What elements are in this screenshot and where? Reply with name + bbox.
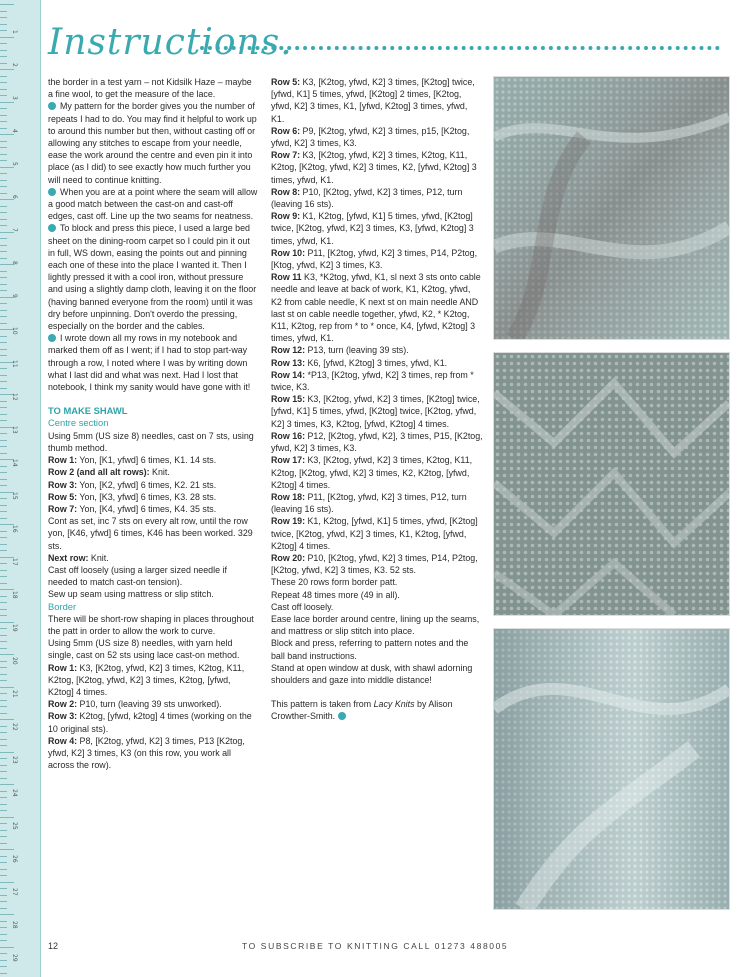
ruler-tick	[0, 505, 7, 506]
pattern-row: Row 9: K1, K2tog, [yfwd, K1] 5 times, yfwd, [K2tog] twice, [K2tog, yfwd, K2] 3 times, K3, [yfwd, K2tog] 3 times, yfwd, K1.	[271, 211, 474, 246]
ruler-number: 1	[11, 30, 18, 34]
ruler-tick	[0, 219, 7, 220]
tip-4: I wrote down all my rows in my notebook and marked them off as I went; if I had to stop part-way through a row, I noted where I was by writing down what I last did and what was next. Had I lost that notebook, I think my sanity would have gone with it!	[48, 333, 251, 393]
ruler-tick	[0, 700, 7, 701]
ruler-tick	[0, 271, 7, 272]
pattern-row: Row 6: P9, [K2tog, yfwd, K2] 3 times, p15, [K2tog, yfwd, K2] 3 times, K3.	[271, 125, 470, 149]
ruler-tick	[0, 615, 7, 616]
ruler-tick	[0, 576, 7, 577]
ruler-tick	[0, 160, 7, 161]
ruler-tick	[0, 56, 7, 57]
ruler-tick	[0, 401, 7, 402]
ruler-number: 16	[11, 525, 18, 533]
ruler-tick	[0, 128, 7, 129]
ruler-tick	[0, 817, 14, 818]
ruler-tick	[0, 680, 7, 681]
ruler-tick	[0, 836, 7, 837]
pattern-row: Row 5: K3, [K2tog, yfwd, K2] 3 times, [K2tog] twice, [yfwd, K1] 5 times, yfwd, [K2tog] 2 times, [K2tog, yfwd, K2] 3 times, K1, [yfwd, K2tog] 3 times, yfwd, K1.	[271, 77, 475, 124]
border-using: Using 5mm (US size 8) needles, with yarn held single, cast on 52 sts using lace cast-on method.	[48, 638, 240, 661]
ruler-tick	[0, 583, 7, 584]
tip-3: To block and press this piece, I used a large bed sheet on the dining-room carpet so I could pin it out in full, WS down, easing the points out and pinning each one of these into the place I wanted it. Then I lightly pressed it with a cool iron, without pressure and using a slightly damp cloth, leaving it on the floor (having banned everyone from the room) until it was dry before unpinning. Don't overdo the pressing, especially on the border and the cables.	[48, 223, 257, 332]
ruler-tick	[0, 726, 7, 727]
ruler-tick	[0, 869, 7, 870]
ruler-tick	[0, 862, 7, 863]
ruler-tick	[0, 882, 14, 883]
ruler-tick	[0, 849, 14, 850]
ruler-number: 6	[11, 195, 18, 199]
ruler-tick	[0, 602, 7, 603]
pattern-row: Row 13: K6, [yfwd, K2tog] 3 times, yfwd, K1.	[271, 357, 448, 368]
ruler-tick	[0, 323, 7, 324]
ruler-tick	[0, 791, 7, 792]
shawl-photo-bottom	[493, 628, 730, 910]
pattern-row: Row 8: P10, [K2tog, yfwd, K2] 3 times, P12, turn (leaving 16 sts).	[271, 186, 463, 210]
ruler-tick	[0, 134, 14, 135]
ruler-tick	[0, 284, 7, 285]
next-row: Next row: Knit.	[48, 552, 109, 563]
pattern-row: Row 1: Yon, [K1, yfwd] 6 times, K1. 14 sts.	[48, 455, 217, 466]
ruler-tick	[0, 609, 7, 610]
measuring-ruler	[0, 0, 41, 977]
end-bullet-icon	[338, 712, 346, 720]
ruler-tick	[0, 706, 7, 707]
ruler-tick	[0, 30, 7, 31]
pattern-row: Row 20: P10, [K2tog, yfwd, K2] 3 times, P14, P2tog, [K2tog, yfwd, K2] 3 times, K3. 52 sts.	[271, 552, 478, 576]
ruler-tick	[0, 888, 7, 889]
castoff-text: Cast off loosely.	[271, 601, 334, 612]
ruler-number: 14	[11, 459, 18, 467]
pattern-row: Row 1: K3, [K2tog, yfwd, K2] 3 times, K2tog, K11, K2tog, [K2tog, yfwd, K2] 3 times, K2tog, [yfwd, K2tog] 4 times.	[48, 662, 245, 697]
ruler-tick	[0, 4, 14, 5]
ruler-tick	[0, 830, 7, 831]
heading-centre-section: Centre section	[48, 417, 109, 429]
ruler-tick	[0, 537, 7, 538]
ruler-tick	[0, 589, 14, 590]
ruler-tick	[0, 784, 14, 785]
pattern-row: Row 2 (and all alt rows): Knit.	[48, 467, 170, 478]
ruler-tick	[0, 810, 7, 811]
text-column-left	[48, 76, 258, 771]
ruler-tick	[0, 550, 7, 551]
text-column-middle	[271, 76, 483, 723]
ruler-tick	[0, 414, 7, 415]
footer-subscribe: TO SUBSCRIBE TO KNITTING CALL 01273 488005	[242, 941, 509, 951]
ruler-tick	[0, 674, 7, 675]
ruler-tick	[0, 973, 7, 974]
ruler-tick	[0, 914, 14, 915]
ruler-number: 24	[11, 789, 18, 797]
ruler-tick	[0, 875, 7, 876]
pattern-row: Row 7: K3, [K2tog, yfwd, K2] 3 times, K2tog, K11, K2tog, [K2tog, yfwd, K2] 3 times, K2, [yfwd, K2tog] 3 times, yfwd, K1.	[271, 150, 477, 185]
ruler-tick	[0, 732, 7, 733]
ruler-number: 29	[11, 954, 18, 962]
ruler-tick	[0, 24, 7, 25]
ruler-number: 23	[11, 756, 18, 764]
shawl-photo-middle	[493, 352, 730, 616]
ruler-tick	[0, 258, 7, 259]
ruler-number: 20	[11, 657, 18, 665]
ruler-tick	[0, 823, 7, 824]
ruler-tick	[0, 420, 7, 421]
ruler-tick	[0, 966, 7, 967]
ruler-tick	[0, 43, 7, 44]
pattern-row: Row 3: Yon, [K2, yfwd] 6 times, K2. 21 sts.	[48, 479, 217, 490]
ruler-number: 12	[11, 393, 18, 401]
ruler-tick	[0, 238, 7, 239]
ruler-number: 19	[11, 624, 18, 632]
ruler-tick	[0, 102, 14, 103]
ruler-tick	[0, 82, 7, 83]
ruler-tick	[0, 563, 7, 564]
bullet-icon	[48, 224, 56, 232]
ruler-tick	[0, 206, 7, 207]
ruler-tick	[0, 901, 7, 902]
ruler-tick	[0, 95, 7, 96]
ruler-tick	[0, 485, 7, 486]
ruler-tick	[0, 141, 7, 142]
bullet-icon	[48, 102, 56, 110]
ruler-tick	[0, 147, 7, 148]
ruler-tick	[0, 895, 7, 896]
ruler-tick	[0, 518, 7, 519]
ruler-tick	[0, 745, 7, 746]
ruler-tick	[0, 648, 7, 649]
ruler-tick	[0, 570, 7, 571]
pattern-row: Row 4: P8, [K2tog, yfwd, K2] 3 times, P13 [K2tog, yfwd, K2] 3 times, K3 (on this row, you work all across the row).	[48, 735, 245, 771]
bullet-icon	[48, 334, 56, 342]
ruler-tick	[0, 940, 7, 941]
ruler-tick	[0, 739, 7, 740]
ruler-number: 8	[11, 261, 18, 265]
ruler-number: 13	[11, 426, 18, 434]
ruler-number: 26	[11, 855, 18, 863]
ruler-tick	[0, 654, 14, 655]
pattern-row: Row 15: K3, [K2tog, yfwd, K2] 3 times, [K2tog] twice, [yfwd, K1] 5 times, yfwd, [K2tog] twice, [K2tog, yfwd, K2] 3 times, K3, K2tog, [yfwd, K2tog] 4 times.	[271, 394, 480, 429]
ruler-tick	[0, 927, 7, 928]
pattern-row: Row 12: P13, turn (leaving 39 sts).	[271, 345, 409, 356]
pattern-row: Row 10: P11, [K2tog, yfwd, K2] 3 times, P14, P2tog, [Ktog, yfwd, K2] 3 times, K3.	[271, 247, 478, 271]
ruler-tick	[0, 472, 7, 473]
heading-make-shawl: TO MAKE SHAWL	[48, 405, 128, 417]
page-title: Instructions.	[48, 22, 293, 63]
ruler-tick	[0, 511, 7, 512]
ruler-tick	[0, 277, 7, 278]
ruler-tick	[0, 193, 7, 194]
ruler-tick	[0, 719, 14, 720]
pattern-row: Row 14: *P13, [K2tog, yfwd, K2] 3 times, rep from * twice, K3.	[271, 369, 474, 393]
sew-text: Sew up seam using mattress or slip stitch.	[48, 589, 214, 600]
ruler-number: 7	[11, 228, 18, 232]
pattern-row: Row 5: Yon, [K3, yfwd] 6 times, K3. 28 sts.	[48, 491, 217, 502]
ruler-tick	[0, 856, 7, 857]
ruler-tick	[0, 466, 7, 467]
form-text: These 20 rows form border patt.	[271, 577, 398, 588]
ruler-tick	[0, 797, 7, 798]
ruler-tick	[0, 342, 7, 343]
ruler-number: 2	[11, 63, 18, 67]
ruler-tick	[0, 199, 14, 200]
ruler-number: 17	[11, 558, 18, 566]
ruler-tick	[0, 69, 14, 70]
castoff-text: Cast off loosely (using a larger sized needle if needed to match cast-on tension).	[48, 564, 227, 588]
ruler-tick	[0, 667, 7, 668]
ruler-tick	[0, 290, 7, 291]
ruler-number: 11	[11, 360, 18, 368]
ruler-number: 15	[11, 492, 18, 500]
cont-text: Cont as set, inc 7 sts on every alt row, until the row yon, [K46, yfwd] 6 times, K46 has been worked. 329 sts.	[48, 516, 253, 551]
ruler-tick	[0, 622, 14, 623]
ruler-tick	[0, 596, 7, 597]
ruler-tick	[0, 953, 7, 954]
ruler-tick	[0, 758, 7, 759]
ruler-number: 5	[11, 162, 18, 166]
ruler-tick	[0, 63, 7, 64]
ruler-tick	[0, 11, 7, 12]
title-dotted-rule	[200, 46, 720, 50]
ruler-tick	[0, 446, 7, 447]
ruler-tick	[0, 50, 7, 51]
ruler-tick	[0, 375, 7, 376]
ruler-tick	[0, 349, 7, 350]
ruler-tick	[0, 479, 7, 480]
pattern-row: Row 18: P11, [K2tog, yfwd, K2] 3 times, P12, turn (leaving 16 sts).	[271, 491, 467, 515]
ruler-tick	[0, 121, 7, 122]
pattern-row: Row 2: P10, turn (leaving 39 sts unworked).	[48, 699, 222, 710]
ruler-tick	[0, 310, 7, 311]
pattern-row: Row 17: K3, [K2tog, yfwd, K2] 3 times, K2tog, K11, K2tog, [K2tog, yfwd, K2] 3 times, K2, K2tog, [yfwd, K2tog] 4 times.	[271, 455, 473, 490]
ruler-tick	[0, 693, 7, 694]
ruler-tick	[0, 544, 7, 545]
ruler-tick	[0, 641, 7, 642]
pattern-row: Row 16: P12, [K2tog, yfwd, K2], 3 times, P15, [K2tog, yfwd, K2] 3 times, K3.	[271, 430, 483, 454]
ruler-number: 4	[11, 129, 18, 133]
ruler-number: 10	[11, 327, 18, 335]
bullet-icon	[48, 188, 56, 196]
ruler-tick	[0, 531, 7, 532]
ruler-tick	[0, 167, 14, 168]
ruler-tick	[0, 908, 7, 909]
ruler-tick	[0, 453, 7, 454]
ruler-tick	[0, 628, 7, 629]
ruler-tick	[0, 947, 14, 948]
ruler-tick	[0, 37, 14, 38]
ruler-number: 25	[11, 822, 18, 830]
ruler-number: 27	[11, 888, 18, 896]
ruler-tick	[0, 89, 7, 90]
ruler-tick	[0, 251, 7, 252]
ruler-number: 9	[11, 294, 18, 298]
ruler-tick	[0, 661, 7, 662]
ruler-tick	[0, 17, 7, 18]
ruler-tick	[0, 440, 7, 441]
ruler-number: 22	[11, 723, 18, 731]
ruler-tick	[0, 180, 7, 181]
ruler-tick	[0, 713, 7, 714]
pattern-row: Row 3: K2tog, [yfwd, k2tog] 4 times (working on the 10 original sts).	[48, 711, 252, 734]
centre-intro: Using 5mm (US size 8) needles, cast on 7 sts, using thumb method.	[48, 430, 254, 453]
credit-text: This pattern is taken from Lacy Knits by Alison Crowther-Smith.	[271, 699, 453, 722]
ruler-tick	[0, 921, 7, 922]
tip-1: My pattern for the border gives you the number of repeats I had to do. You may find it helpful to work up to around this number but then, without casting off or allowing any stitches to escape from your needle, ease the work around the centre and even pin it into place (as I did) to see exactly how much further you will need to continue knitting.	[48, 101, 257, 185]
ease-text: Ease lace border around centre, lining up the seams, and mattress or slip stitch into place.	[271, 613, 480, 637]
ruler-tick	[0, 407, 7, 408]
heading-border: Border	[48, 600, 77, 612]
ruler-tick	[0, 960, 7, 961]
ruler-tick	[0, 635, 7, 636]
ruler-tick	[0, 173, 7, 174]
border-intro: There will be short-row shaping in places throughout the patt in order to allow the work to curve.	[48, 613, 254, 636]
ruler-tick	[0, 771, 7, 772]
ruler-number: 18	[11, 591, 18, 599]
ruler-tick	[0, 186, 7, 187]
ruler-tick	[0, 765, 7, 766]
ruler-tick	[0, 245, 7, 246]
ruler-tick	[0, 498, 7, 499]
block-text: Block and press, referring to pattern notes and the ball band instructions.	[271, 638, 469, 661]
ruler-tick	[0, 752, 14, 753]
pattern-row: Row 11 K3, *K2tog, yfwd, K1, sl next 3 sts onto cable needle and leave at back of work, K1, K2tog, yfwd, K2 from cable needle, K next st on main needle AND last st on cable needle together, yfwd, K2, * K2tog, K11, K2tog, rep from * to * once, K4, [yfwd, K2tog] 3 times, yfwd, K1.	[271, 272, 481, 344]
repeat-text: Repeat 48 times more (49 in all).	[271, 589, 400, 600]
tip-2: When you are at a point where the seam will allow a good match between the cast-on and cast-off edges, cast off. Line up the two seams for neatness.	[48, 186, 258, 222]
ruler-tick	[0, 804, 7, 805]
ruler-number: 3	[11, 96, 18, 100]
ruler-tick	[0, 316, 7, 317]
ruler-tick	[0, 336, 7, 337]
ruler-tick	[0, 687, 14, 688]
ruler-tick	[0, 778, 7, 779]
ruler-tick	[0, 381, 7, 382]
pattern-row: Row 7: Yon, [K4, yfwd] 6 times, K4. 35 sts.	[48, 503, 217, 514]
ruler-tick	[0, 76, 7, 77]
ruler-tick	[0, 108, 7, 109]
ruler-tick	[0, 843, 7, 844]
page-number: 12	[48, 941, 59, 951]
ruler-number: 28	[11, 921, 18, 929]
ruler-tick	[0, 212, 7, 213]
ruler-number: 21	[11, 690, 18, 698]
pattern-row: Row 19: K1, K2tog, [yfwd, K1] 5 times, yfwd, [K2tog] twice, [K2tog, yfwd, K2] 3 times, K1, K2tog, [yfwd, K2tog] 4 times.	[271, 516, 478, 551]
ruler-tick	[0, 355, 7, 356]
stand-text: Stand at open window at dusk, with shawl adorning shoulders and gaze into middle distance!	[271, 662, 473, 685]
ruler-tick	[0, 934, 7, 935]
intro-text: the border in a test yarn – not Kidsilk Haze – maybe a fine wool, to get the measure of the lace.	[48, 77, 252, 100]
ruler-tick	[0, 154, 7, 155]
ruler-tick	[0, 433, 7, 434]
ruler-tick	[0, 303, 7, 304]
ruler-tick	[0, 388, 7, 389]
shawl-photo-top	[493, 76, 730, 340]
ruler-tick	[0, 225, 7, 226]
ruler-tick	[0, 115, 7, 116]
ruler-tick	[0, 368, 7, 369]
